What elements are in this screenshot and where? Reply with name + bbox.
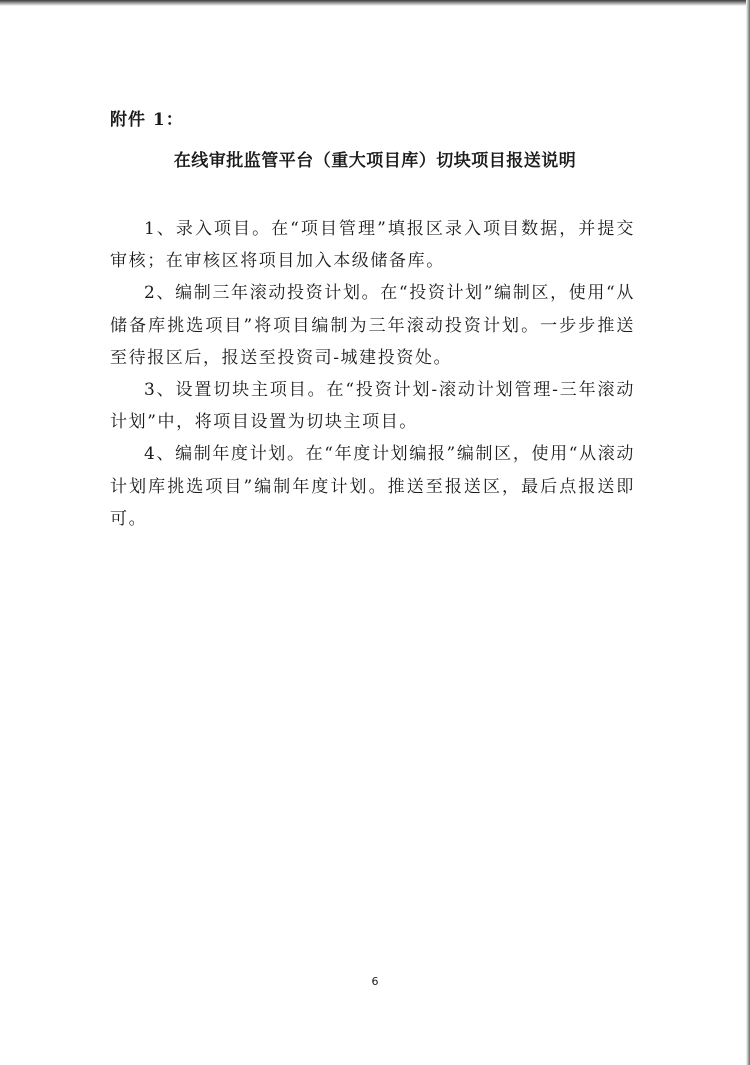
paragraph-step-2: 2、编制三年滚动投资计划。在“投资计划”编制区，使用“从储备库挑选项目”将项目编制为三年滚动投资计划。一步步推送至待报区后，报送至投资司-城建投资处。 <box>110 283 635 368</box>
paragraph-step-4: 4、编制年度计划。在“年度计划编报”编制区，使用“从滚动计划库挑选项目”编制年度计划。推送至报送区，最后点报送即可。 <box>110 444 635 529</box>
document-title: 在线审批监管平台（重大项目库）切块项目报送说明 <box>173 151 577 171</box>
paragraph-step-1: 1、录入项目。在“项目管理”填报区录入项目数据，并提交审核；在审核区将项目加入本级储备库。 <box>110 219 635 272</box>
paragraph-step-3: 3、设置切块主项目。在“投资计划-滚动计划管理-三年滚动计划”中，将项目设置为切块主项目。 <box>110 380 635 433</box>
attachment-label: 附件 1： <box>110 110 184 130</box>
page-number: 6 <box>371 975 379 988</box>
document-body <box>110 213 635 535</box>
